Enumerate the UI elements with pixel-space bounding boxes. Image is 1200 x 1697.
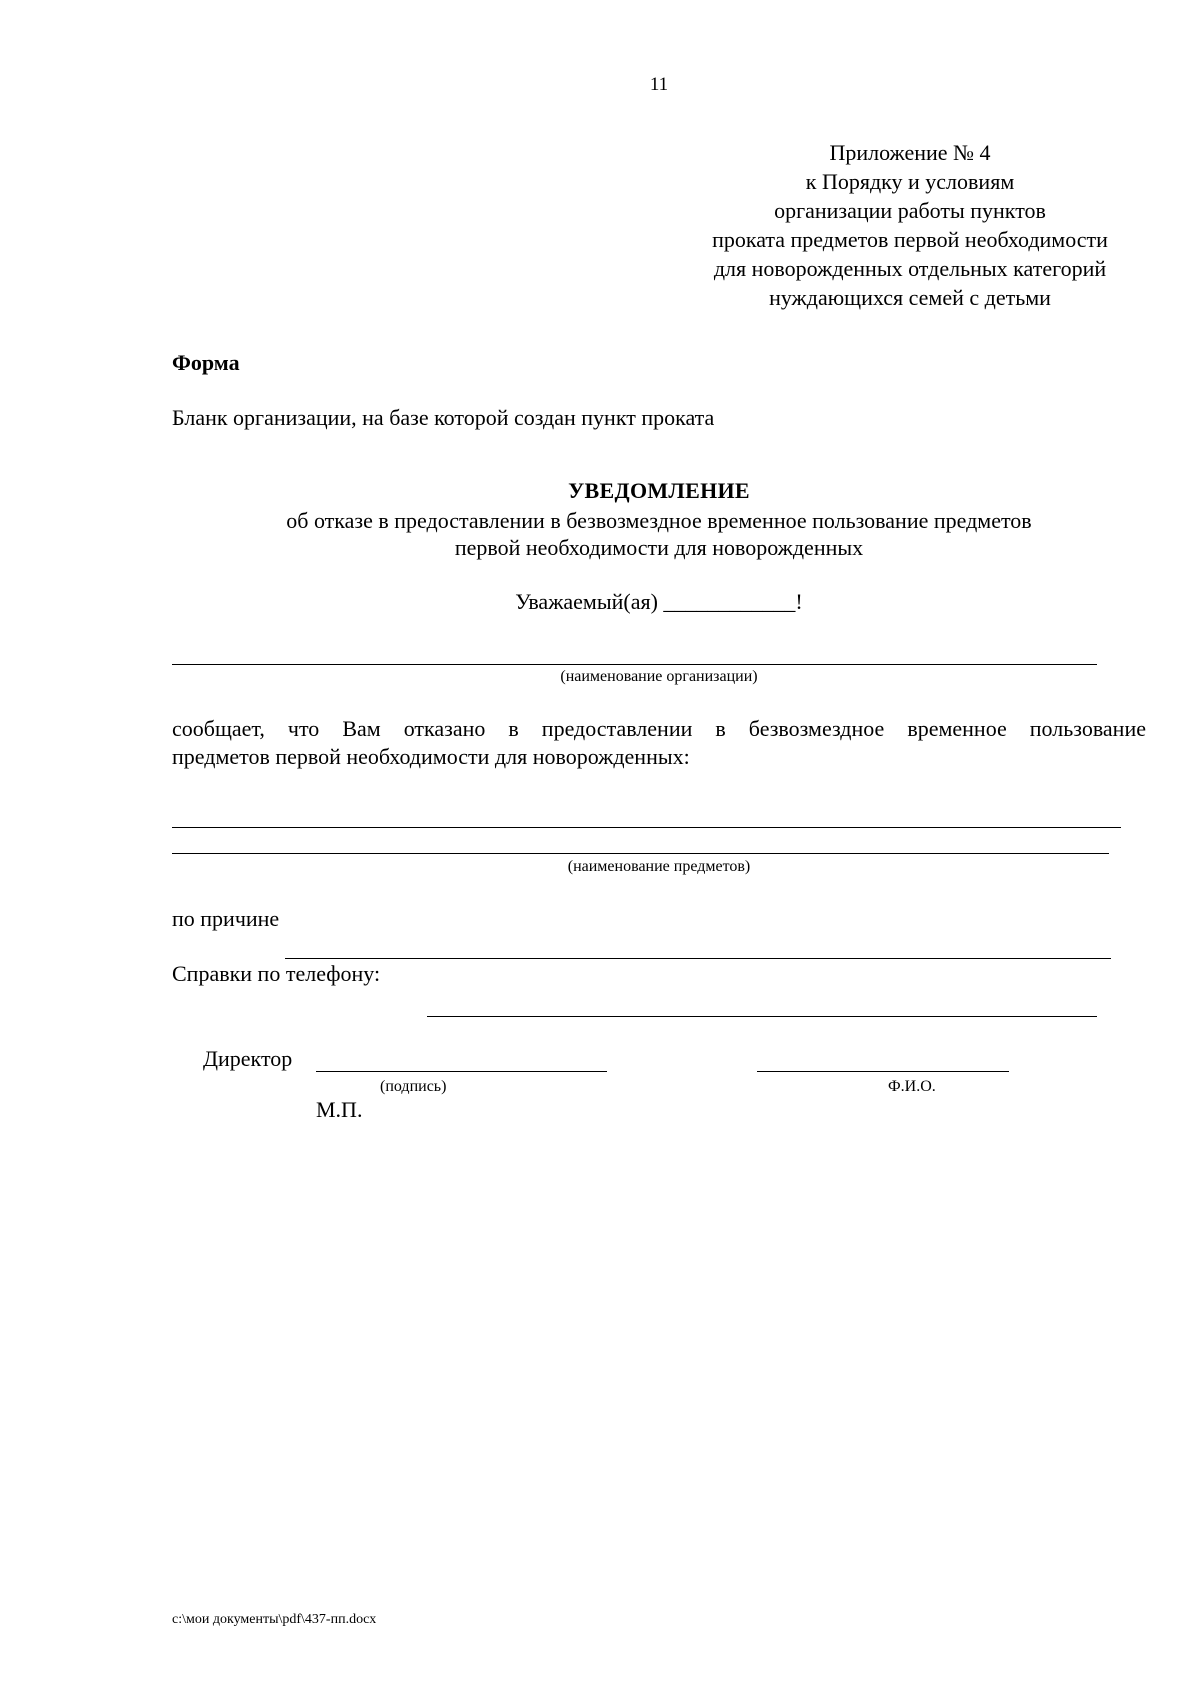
appendix-line: нуждающихся семей с детьми: [769, 285, 1051, 310]
greeting: Уважаемый(ая) ____________!: [515, 589, 803, 614]
body-text: [172, 715, 1146, 771]
notice-subtitle-line: первой необходимости для новорожденных: [454, 535, 864, 560]
signature-line: [316, 1071, 607, 1072]
organization-caption: (наименование организации): [560, 668, 758, 685]
reason-label: по причине: [172, 906, 280, 931]
items-line: [172, 853, 1109, 854]
appendix-line: для новорожденных отдельных категорий: [713, 256, 1107, 281]
page-number: 11: [649, 74, 669, 95]
phone-line: [427, 1016, 1097, 1017]
organization-name-line: [172, 664, 1097, 665]
items-line: [172, 827, 1121, 828]
full-name-line: [757, 1071, 1009, 1072]
notice-subtitle-line: об отказе в предоставлении в безвозмездное временное пользование предметов: [286, 508, 1032, 533]
notice-title: УВЕДОМЛЕНИЕ: [568, 478, 750, 503]
notice-subtitle: [172, 507, 1146, 561]
file-path-footer: c:\мои документы\pdf\437-пп.docx: [172, 1612, 377, 1627]
appendix-line: Приложение № 4: [829, 140, 991, 165]
letterhead-note: Бланк организации, на базе которой создан пункт проката: [172, 405, 715, 430]
stamp-label: М.П.: [316, 1097, 363, 1122]
full-name-caption: Ф.И.О.: [888, 1078, 936, 1095]
appendix-line: проката предметов первой необходимости: [712, 227, 1108, 252]
reason-line: [285, 958, 1111, 959]
items-caption: (наименование предметов): [567, 858, 751, 875]
form-label: Форма: [172, 350, 240, 375]
appendix-block: [680, 138, 1140, 312]
appendix-line: к Порядку и условиям: [805, 169, 1015, 194]
appendix-line: организации работы пунктов: [774, 198, 1046, 223]
director-label: Директор: [203, 1046, 293, 1071]
signature-caption: (подпись): [380, 1078, 447, 1095]
body-text-line: предметов первой необходимости для новорожденных:: [172, 744, 690, 769]
body-text-line: сообщает, что Вам отказано в предоставлении в безвозмездное временное пользование: [172, 716, 1146, 741]
phone-label: Справки по телефону:: [172, 961, 381, 986]
